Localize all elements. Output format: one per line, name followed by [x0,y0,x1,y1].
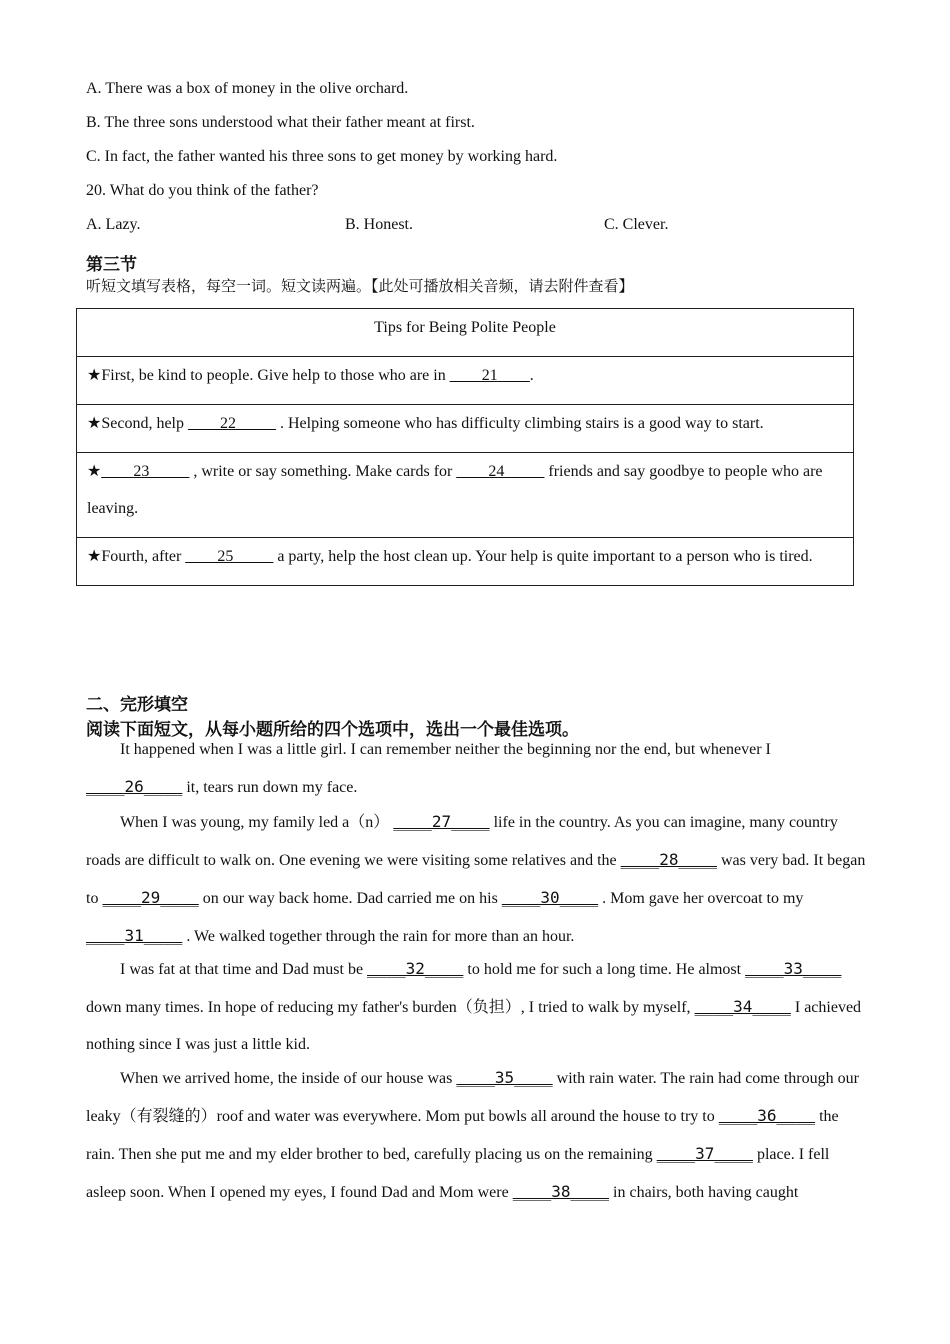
p4-text-2: with rain water. The rain had come through our leaky（有裂缝的）roof and water was everywhere. Mom put bowls all around the house to try to [86,1070,859,1125]
blank-30: ____30____ [501,888,599,907]
blank-31: ____31____ [86,926,183,945]
q19-option-a: A. There was a box of money in the olive orchard. [86,80,409,97]
p2-text-5: . Mom gave her overcoat to my [598,890,804,907]
p2-text-2: life in the country. As you can imagine, many country roads are difficult to walk on. One evening we were visiting some relatives and the [86,814,838,869]
blank-26: ____26____ [86,777,183,796]
p4-text-3: the rain. Then she put me and my elder brother to bed, carefully placing us on the remaining [86,1108,839,1163]
blank-25: ____25_____ [185,548,274,565]
cloze-title: 二、完形填空 [86,695,188,715]
tips-row-3-text3: leaving. [87,500,139,517]
tips-row-3-text1: , write or say something. Make cards for [189,463,457,480]
p2-text-3: was very bad. It began to [86,852,866,907]
tips-row-1-text2: . [529,367,534,384]
cloze-paragraph-4 [86,1059,866,1211]
blank-24: ____24_____ [456,463,545,480]
cloze-paragraph-3 [86,950,866,1063]
tips-row-3-text2: friends and say goodbye to people who are [544,463,823,480]
p1-text-1: It happened when I was a little girl. I can remember neither the beginning nor the end, but whenever I [120,741,771,758]
star-icon: ★ [87,463,102,480]
section3-title: 第三节 [86,255,137,275]
blank-38: ____38____ [512,1182,610,1201]
blank-36: ____36____ [718,1106,816,1125]
cloze-instruction: 阅读下面短文，从每小题所给的四个选项中，选出一个最佳选项。 [86,720,579,740]
blank-28: ____28____ [620,850,717,869]
p4-text-5: in chairs, both having caught [609,1184,799,1201]
blank-22: ____22_____ [188,415,276,432]
blank-34: ____34____ [694,997,791,1016]
p4-text-1: When we arrived home, the inside of our house was [120,1070,457,1087]
q20-option-b: B. Honest. [345,216,413,233]
tips-row-4-text2: a party, help the host clean up. Your help is quite important to a person who is tired. [273,548,813,565]
p4-text-4: place. I fell asleep soon. When I opened my eyes, I found Dad and Mom were [86,1146,830,1201]
star-icon: ★ [87,415,102,432]
tips-row-2 [77,405,854,453]
blank-35: ____35____ [456,1068,553,1087]
blank-32: ____32____ [367,959,464,978]
tips-table-title: Tips for Being Polite People [77,309,854,357]
q20-option-a: A. Lazy. [86,216,141,233]
blank-21: ____21____ [449,367,530,384]
tips-row-3 [77,453,854,538]
tips-table [76,308,854,586]
tips-row-1-text1: First, be kind to people. Give help to those who are in [101,367,450,384]
q19-option-b: B. The three sons understood what their father meant at first. [86,114,475,131]
tips-row-4 [77,538,854,586]
cloze-paragraph-2 [86,803,866,955]
p2-text-4: on our way back home. Dad carried me on his [198,890,502,907]
p2-text-6: . We walked together through the rain for more than an hour. [182,928,575,945]
cloze-paragraph-1 [86,731,866,806]
q19-option-c: C. In fact, the father wanted his three sons to get money by working hard. [86,148,558,165]
blank-33: ____33____ [745,959,842,978]
tips-row-2-text1: Second, help [101,415,188,432]
p1-text-2: it, tears run down my face. [182,779,358,796]
star-icon: ★ [87,548,102,565]
section3-instruction: 听短文填写表格，每空一词。短文读两遍。【此处可播放相关音频，请去附件查看】 [86,277,634,295]
tips-row-2-text2: . Helping someone who has difficulty climbing stairs is a good way to start. [276,415,764,432]
blank-23: ____23_____ [101,463,190,480]
tips-row-4-text1: Fourth, after [101,548,186,565]
blank-29: ____29____ [102,888,199,907]
tips-row-1 [77,357,854,405]
p2-text-1: When I was young, my family led a（n） [120,814,394,831]
p3-text-2: to hold me for such a long time. He almost [463,961,746,978]
q20-question: 20. What do you think of the father? [86,182,319,199]
star-icon: ★ [87,367,102,384]
p3-text-4: I achieved nothing since I was just a little kid. [86,999,862,1053]
q20-option-c: C. Clever. [604,216,669,233]
p3-text-1: I was fat at that time and Dad must be [120,961,368,978]
p3-text-3: down many times. In hope of reducing my father's burden（负担）, I tried to walk by myself, [86,999,695,1016]
blank-37: ____37____ [656,1144,753,1163]
blank-27: ____27____ [393,812,490,831]
